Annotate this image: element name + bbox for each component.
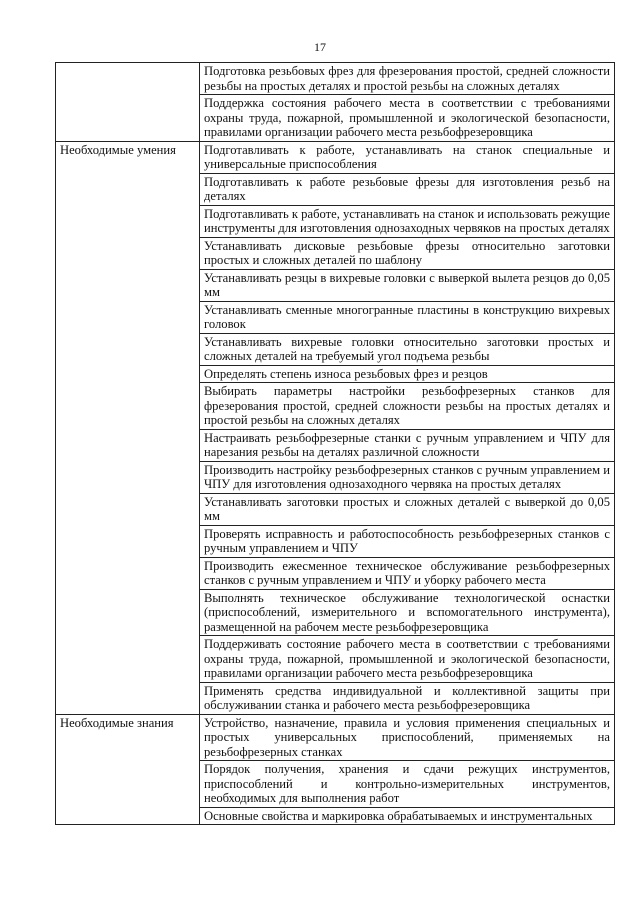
page-number: 17	[314, 40, 326, 54]
requirements-table-body	[56, 63, 615, 825]
requirement-cell	[200, 269, 615, 301]
requirement-text: Подготавливать к работе, устанавливать на станок и использовать режущие инструменты для изготовления однозаходных червяков на простых деталях	[204, 206, 610, 235]
section-label-cell	[56, 63, 200, 142]
requirement-text: Производить ежесменное техническое обслуживание резьбофрезерных станков с ручным управлением и ЧПУ и уборку рабочего места	[204, 558, 610, 587]
requirement-text: Устройство, назначение, правила и условия применения специальных и простых универсальных приспособлений, применяемых на резьбофрезерных станках	[204, 715, 610, 759]
requirement-text: Порядок получения, хранения и сдачи режущих инструментов, приспособлений и контрольно-измерительных инструментов, необходимых для выполнения работ	[204, 762, 610, 805]
requirement-text: Основные свойства и маркировка обрабатываемых и инструментальных	[204, 808, 593, 823]
requirement-text: Подготавливать к работе резьбовые фрезы для изготовления резьб на деталях	[204, 174, 610, 203]
requirement-cell	[200, 333, 615, 365]
requirement-cell	[200, 95, 615, 142]
requirement-cell	[200, 807, 615, 825]
requirement-cell	[200, 636, 615, 683]
requirement-cell	[200, 173, 615, 205]
requirement-cell	[200, 383, 615, 430]
requirement-cell	[200, 761, 615, 808]
requirement-cell	[200, 301, 615, 333]
requirement-text: Поддержка состояния рабочего места в соответствии с требованиями охраны труда, пожарной, промышленной и экологической безопасности, правилами организации рабочего места резьбофрезеровщика	[204, 96, 610, 139]
requirement-cell	[200, 237, 615, 269]
section-label-cell	[56, 141, 200, 714]
section-label: Необходимые умения	[60, 142, 176, 157]
section-label: Необходимые знания	[60, 715, 174, 730]
requirement-cell	[200, 525, 615, 557]
requirement-cell	[200, 63, 615, 95]
requirement-cell	[200, 714, 615, 761]
requirement-text: Подготавливать к работе, устанавливать на станок специальные и универсальные приспособления	[204, 142, 610, 171]
requirement-text: Подготовка резьбовых фрез для фрезерования простой, средней сложности резьбы на простых деталях и простой резьбы на сложных деталях	[204, 64, 610, 93]
requirement-text: Выбирать параметры настройки резьбофрезерных станков для фрезерования простой, средней сложности резьбы на простых деталях и простой резьбы на сложных деталях	[204, 384, 610, 427]
requirement-cell	[200, 682, 615, 714]
table-row	[56, 141, 615, 173]
requirement-text: Применять средства индивидуальной и коллективной защиты при обслуживании станка и рабочего места резьбофрезеровщика	[204, 683, 610, 712]
requirements-table	[55, 62, 615, 825]
requirement-text: Устанавливать вихревые головки относительно заготовки простых и сложных деталей на требуемый угол подъема резьбы	[204, 334, 610, 363]
requirement-text: Настраивать резьбофрезерные станки с ручным управлением и ЧПУ для нарезания резьбы на деталях различной сложности	[204, 430, 610, 459]
requirement-cell	[200, 461, 615, 493]
requirement-text: Производить настройку резьбофрезерных станков с ручным управлением и ЧПУ для изготовления однозаходного червяка на простых деталях	[204, 462, 610, 491]
requirement-text: Выполнять техническое обслуживание технологической оснастки (приспособлений, измерительного и вспомогательного инструмента), размещенной на рабочем месте резьбофрезеровщика	[204, 590, 610, 634]
section-label-cell	[56, 714, 200, 825]
requirement-text: Проверять исправность и работоспособность резьбофрезерных станков с ручным управлением и ЧПУ	[204, 526, 610, 555]
requirement-text: Устанавливать заготовки простых и сложных деталей с выверкой до 0,05 мм	[204, 494, 610, 523]
requirement-cell	[200, 365, 615, 383]
requirement-cell	[200, 557, 615, 589]
requirement-text: Определять степень износа резьбовых фрез и резцов	[204, 366, 488, 381]
requirement-cell	[200, 205, 615, 237]
requirement-text: Устанавливать сменные многогранные пластины в конструкцию вихревых головок	[204, 302, 610, 331]
table-row	[56, 714, 615, 761]
requirement-text: Поддерживать состояние рабочего места в соответствии с требованиями охраны труда, пожарной, промышленной и экологической безопасности, правилами организации рабочего места резьбофрезеровщика	[204, 637, 610, 680]
requirement-text: Устанавливать дисковые резьбовые фрезы относительно заготовки простых и сложных деталей по шаблону	[204, 238, 610, 267]
requirement-cell	[200, 493, 615, 525]
table-row	[56, 63, 615, 95]
requirement-cell	[200, 429, 615, 461]
requirement-text: Устанавливать резцы в вихревые головки с выверкой вылета резцов до 0,05 мм	[204, 270, 610, 299]
requirement-cell	[200, 141, 615, 173]
requirement-cell	[200, 589, 615, 636]
